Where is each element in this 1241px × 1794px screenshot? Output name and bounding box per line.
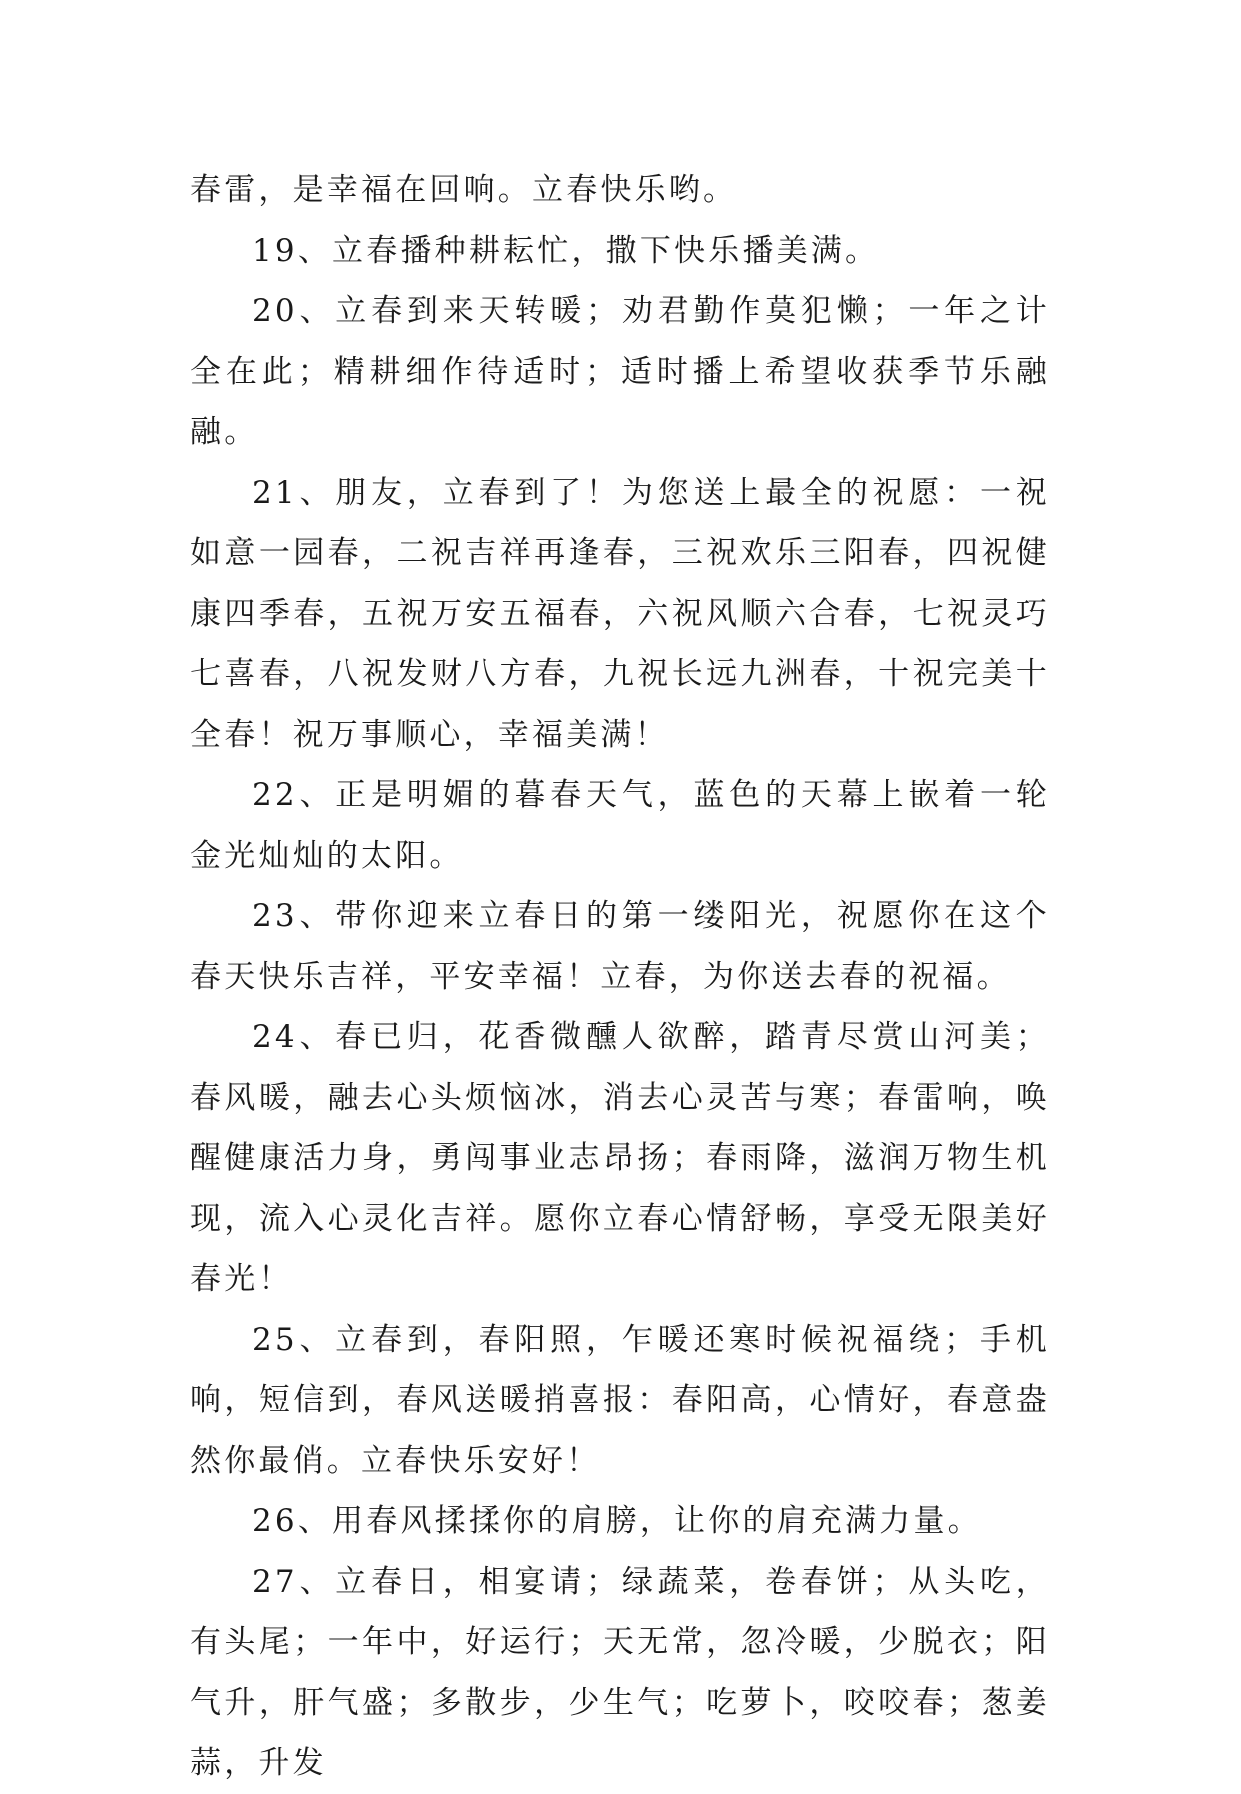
paragraph: 22、正是明媚的暮春天气，蓝色的天幕上嵌着一轮金光灿灿的太阳。 — [190, 777, 1050, 874]
paragraph: 27、立春日，相宴请；绿蔬菜，卷春饼；从头吃，有头尾；一年中，好运行；天无常，忽冷暖，少脱衣；阳气升，肝气盛；多散步，少生气；吃萝卜，咬咬春；葱姜蒜，升发 — [190, 1563, 1050, 1781]
document-body — [190, 160, 1050, 1794]
paragraph: 24、春已归，花香微醺人欲醉，踏青尽赏山河美；春风暖，融去心头烦恼冰，消去心灵苦与寒；春雷响，唤醒健康活力身，勇闯事业志昂扬；春雨降，滋润万物生机现，流入心灵化吉祥。愿你立春心情舒畅，享受无限美好春光！ — [190, 1019, 1050, 1297]
paragraph: 21、朋友，立春到了！为您送上最全的祝愿：一祝如意一园春，二祝吉祥再逢春，三祝欢乐三阳春，四祝健康四季春，五祝万安五福春，六祝风顺六合春，七祝灵巧七喜春，八祝发财八方春，九祝长远九洲春，十祝完美十全春！祝万事顺心，幸福美满！ — [190, 474, 1050, 753]
paragraph: 春雷，是幸福在回响。立春快乐哟。 — [190, 172, 738, 208]
paragraph: 19、立春播种耕耘忙，撒下快乐播美满。 — [252, 232, 880, 269]
paragraph: 20、立春到来天转暖；劝君勤作莫犯懒；一年之计全在此；精耕细作待适时；适时播上希望收获季节乐融融。 — [190, 293, 1050, 450]
paragraph: 26、用春风揉揉你的肩膀，让你的肩充满力量。 — [252, 1503, 982, 1539]
paragraph: 23、带你迎来立春日的第一缕阳光，祝愿你在这个春天快乐吉祥，平安幸福！立春，为你送去春的祝福。 — [190, 898, 1050, 995]
paragraph: 25、立春到，春阳照，乍暖还寒时候祝福绕；手机响，短信到，春风送暖捎喜报：春阳高，心情好，春意盎然你最俏。立春快乐安好！ — [190, 1321, 1050, 1479]
